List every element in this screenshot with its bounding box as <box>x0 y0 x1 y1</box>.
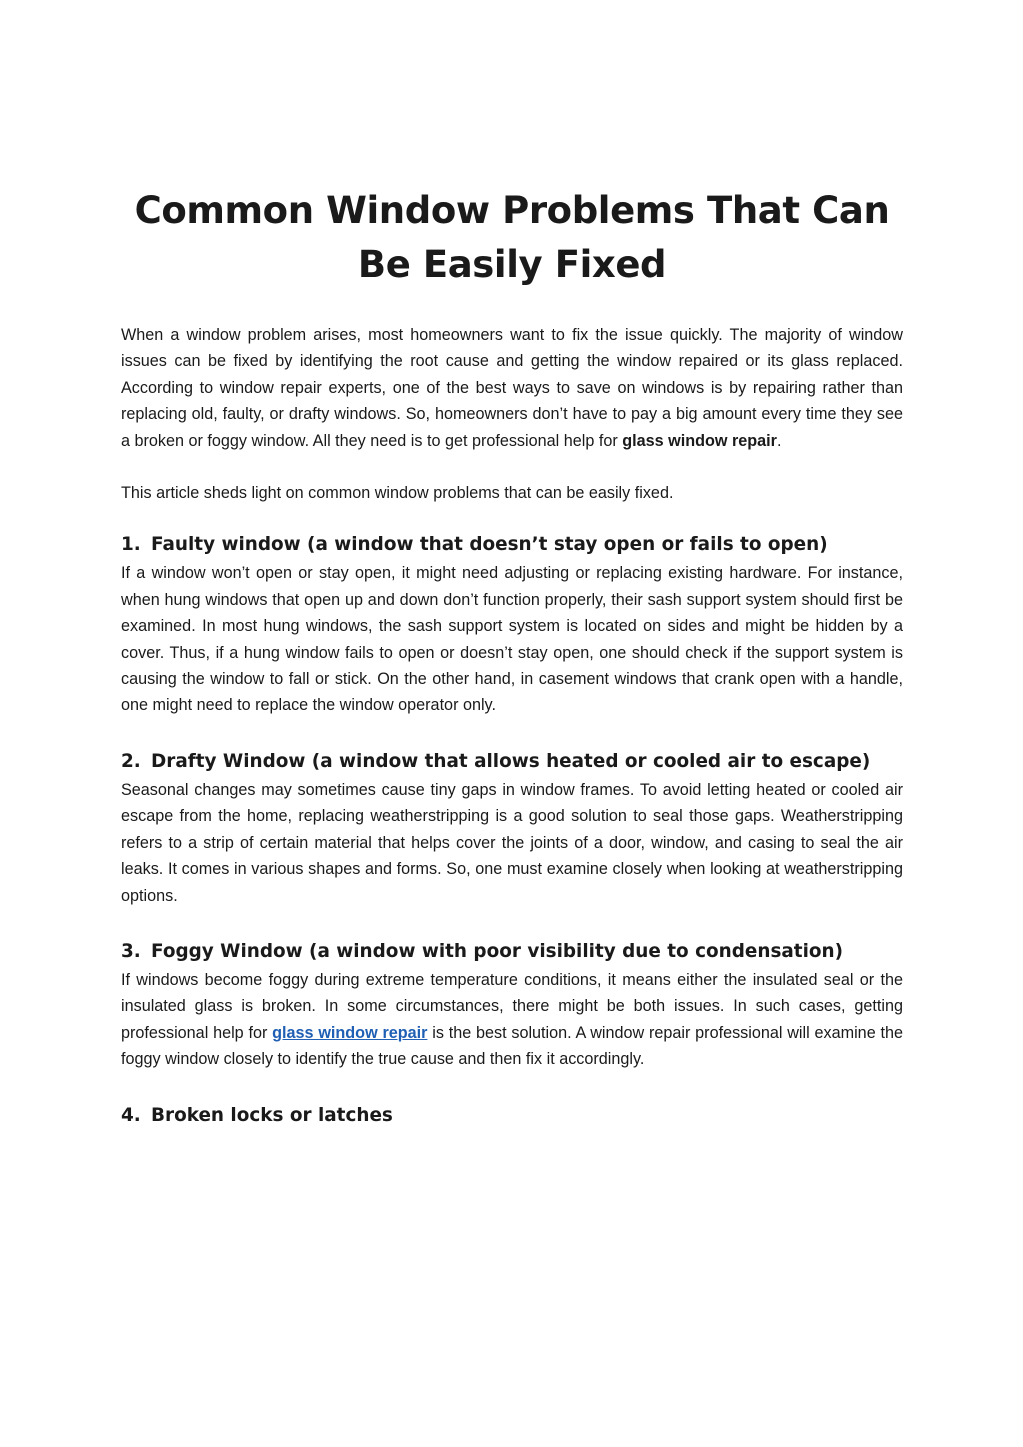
intro-summary-paragraph: This article sheds light on common window problems that can be easily fixed. <box>121 484 674 503</box>
intro-tail: . <box>776 431 782 450</box>
section-number: 2. <box>121 750 141 772</box>
glass-window-repair-link[interactable]: glass window repair <box>272 1023 428 1042</box>
document-page <box>121 0 903 1131</box>
section-body-drafty-window: Seasonal changes may sometimes cause tiny gaps in window frames. To avoid letting heated or cooled air escape from the home, replacing weatherstripping is a good solution to seal those gaps. Weatherstripping refers to a strip of certain material that helps cover the joints of a door, window, and casing to seal the air leaks. It comes in various shapes and forms. So, one must examine closely when looking at weatherstripping options. <box>121 780 903 905</box>
foggy-body-after: is the best solution. A window repair professional will examine the foggy window closely to identify the true cause and then fix it accordingly. <box>121 1023 903 1069</box>
section-number: 4. <box>121 1104 141 1126</box>
foggy-body-before: If windows become foggy during extreme temperature conditions, it means either the insulated seal or the insulated glass is broken. In some circumstances, there might be both issues. In such cases, getting professional help for <box>121 970 903 1042</box>
page-title: Common Window Problems That Can Be Easily Fixed <box>134 189 890 286</box>
intro-text: When a window problem arises, most homeowners want to fix the issue quickly. The majority of window issues can be fixed by identifying the root cause and getting the window repaired or its glass replaced. According to window repair experts, one of the best ways to save on windows is by repairing rather than replacing old, faulty, or drafty windows. So, homeowners don’t have to pay a big amount every time they see a broken or foggy window. All they need is to get professional help for <box>121 326 903 450</box>
section-heading-broken-locks <box>121 1101 903 1131</box>
section-heading-text: Broken locks or latches <box>151 1104 393 1126</box>
section-heading-text: Drafty Window (a window that allows heated or cooled air to escape) <box>151 750 871 772</box>
section-heading-text: Faulty window (a window that doesn’t stay open or fails to open) <box>151 534 828 556</box>
section-heading-text: Foggy Window (a window with poor visibility due to condensation) <box>151 940 844 962</box>
section-body-foggy-window <box>121 967 903 1073</box>
section-heading-drafty-window <box>121 747 903 777</box>
intro-paragraph <box>121 322 903 454</box>
section-number: 3. <box>121 940 141 962</box>
section-heading-foggy-window <box>121 937 903 967</box>
intro-bold-keyword: glass window repair <box>622 431 777 450</box>
section-number: 1. <box>121 534 141 556</box>
section-body-faulty-window: If a window won’t open or stay open, it might need adjusting or replacing existing hardware. For instance, when hung windows that open up and down don’t function properly, their sash support system should first be examined. In most hung windows, the sash support system is located on sides and might be hidden by a cover. Thus, if a hung window fails to open or doesn’t stay open, one should check if the support system is causing the window to fall or stick. On the other hand, in casement windows that crank open with a handle, one might need to replace the window operator only. <box>121 564 903 715</box>
section-heading-faulty-window <box>121 530 903 560</box>
